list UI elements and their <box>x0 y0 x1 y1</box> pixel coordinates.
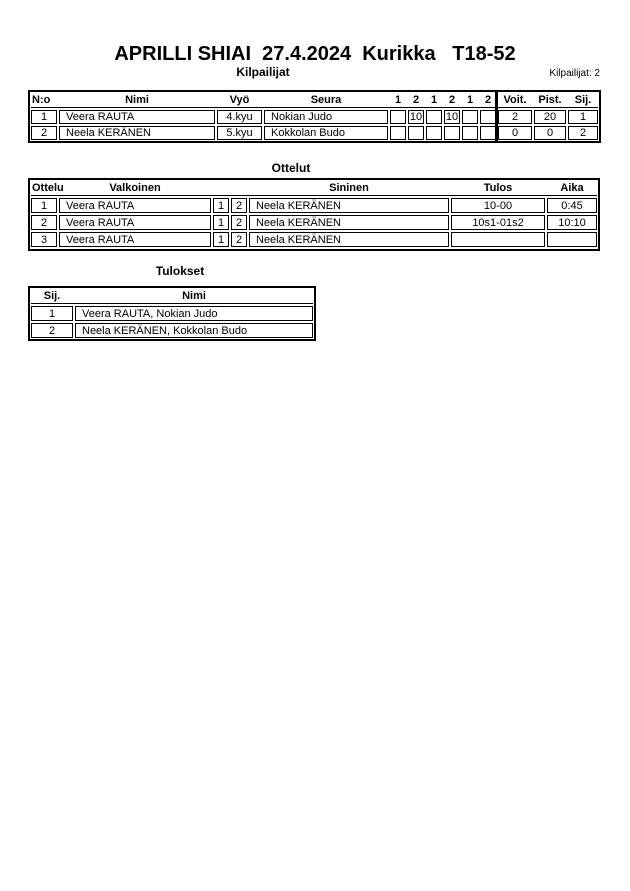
results-header-row <box>31 289 313 304</box>
white-player: Veera RAUTA <box>59 215 211 230</box>
competitor-belt: 5.kyu <box>217 126 262 140</box>
header-score: 2 <box>412 94 420 106</box>
competitors-count: Kilpailijat: 2 <box>549 68 600 79</box>
score-cell <box>480 110 496 124</box>
match-result <box>451 232 545 247</box>
score-summary-divider <box>495 92 498 141</box>
header-spacer <box>213 181 229 195</box>
header-white: Valkoinen <box>109 182 161 194</box>
result-name: Veera RAUTA, Nokian Judo <box>75 306 313 321</box>
competitor-points: 20 <box>534 110 566 124</box>
header-score: 1 <box>394 94 402 106</box>
header-match: Ottelu <box>32 182 64 194</box>
competitor-wins: 0 <box>498 126 532 140</box>
score-cell: 10 <box>409 111 423 123</box>
competitor-number: 2 <box>31 126 57 140</box>
white-player-number: 1 <box>213 215 229 230</box>
competitors-heading: Kilpailijat <box>236 65 290 79</box>
score-cell <box>462 126 478 140</box>
competitors-header-row <box>31 93 598 108</box>
match-time: 10:10 <box>547 215 597 230</box>
match-number: 3 <box>31 232 57 247</box>
result-name: Neela KERÄNEN, Kokkolan Budo <box>75 323 313 338</box>
blue-player: Neela KERÄNEN <box>249 232 449 247</box>
white-player: Veera RAUTA <box>59 198 211 213</box>
score-cell <box>408 126 424 140</box>
competitor-points: 0 <box>534 126 566 140</box>
page-title: APRILLI SHIAI 27.4.2024 Kurikka T18-52 <box>114 43 516 65</box>
match-result: 10-00 <box>451 198 545 213</box>
competitor-wins: 2 <box>498 110 532 124</box>
header-score: 1 <box>430 94 438 106</box>
competitor-name: Veera RAUTA <box>59 110 215 124</box>
score-cell <box>426 110 442 124</box>
score-cell <box>462 110 478 124</box>
header-spacer <box>231 181 247 195</box>
competitor-club: Kokkolan Budo <box>264 126 388 140</box>
matches-header-row <box>31 181 597 196</box>
header-place: Sij. <box>43 290 61 302</box>
blue-player-number: 2 <box>231 232 247 247</box>
header-name: Nimi <box>182 290 206 302</box>
match-row <box>31 198 597 213</box>
competitor-row <box>31 126 598 140</box>
matches-table <box>28 178 600 251</box>
result-place: 1 <box>31 306 73 321</box>
white-player-number: 1 <box>213 198 229 213</box>
result-row <box>31 323 313 338</box>
header-place: Sij. <box>574 94 592 106</box>
results-table <box>28 286 316 341</box>
blue-player-number: 2 <box>231 215 247 230</box>
header-wins: Voit. <box>503 94 527 106</box>
blue-player: Neela KERÄNEN <box>249 198 449 213</box>
competitor-place: 2 <box>568 126 598 140</box>
competitor-number: 1 <box>31 110 57 124</box>
match-result: 10s1-01s2 <box>451 215 545 230</box>
matches-section-title: Ottelut <box>271 161 311 175</box>
score-cell: 10 <box>445 111 459 123</box>
results-section-title: Tulokset <box>155 264 205 278</box>
white-player: Veera RAUTA <box>59 232 211 247</box>
score-cell <box>426 126 442 140</box>
competitor-place: 1 <box>568 110 598 124</box>
header-result: Tulos <box>483 182 513 194</box>
match-row <box>31 215 597 230</box>
header-club: Seura <box>310 94 342 106</box>
result-place: 2 <box>31 323 73 338</box>
match-number: 2 <box>31 215 57 230</box>
score-cell <box>390 126 406 140</box>
competitor-belt: 4.kyu <box>217 110 262 124</box>
header-score: 2 <box>448 94 456 106</box>
competitor-row <box>31 110 598 124</box>
competitor-name: Neela KERÄNEN <box>59 126 215 140</box>
competitor-club: Nokian Judo <box>264 110 388 124</box>
header-score: 2 <box>484 94 492 106</box>
header-points: Pist. <box>538 94 562 106</box>
match-time: 0:45 <box>547 198 597 213</box>
match-number: 1 <box>31 198 57 213</box>
header-score: 1 <box>466 94 474 106</box>
result-row <box>31 306 313 321</box>
blue-player: Neela KERÄNEN <box>249 215 449 230</box>
score-cell <box>390 110 406 124</box>
header-number: N:o <box>32 94 51 106</box>
header-time: Aika <box>560 182 584 194</box>
header-blue: Sininen <box>329 182 369 194</box>
score-cell <box>480 126 496 140</box>
match-row <box>31 232 597 247</box>
competitors-table <box>28 90 601 143</box>
header-belt: Vyö <box>229 94 250 106</box>
white-player-number: 1 <box>213 232 229 247</box>
score-cell <box>444 126 460 140</box>
blue-player-number: 2 <box>231 198 247 213</box>
header-name: Nimi <box>125 94 149 106</box>
match-time <box>547 232 597 247</box>
